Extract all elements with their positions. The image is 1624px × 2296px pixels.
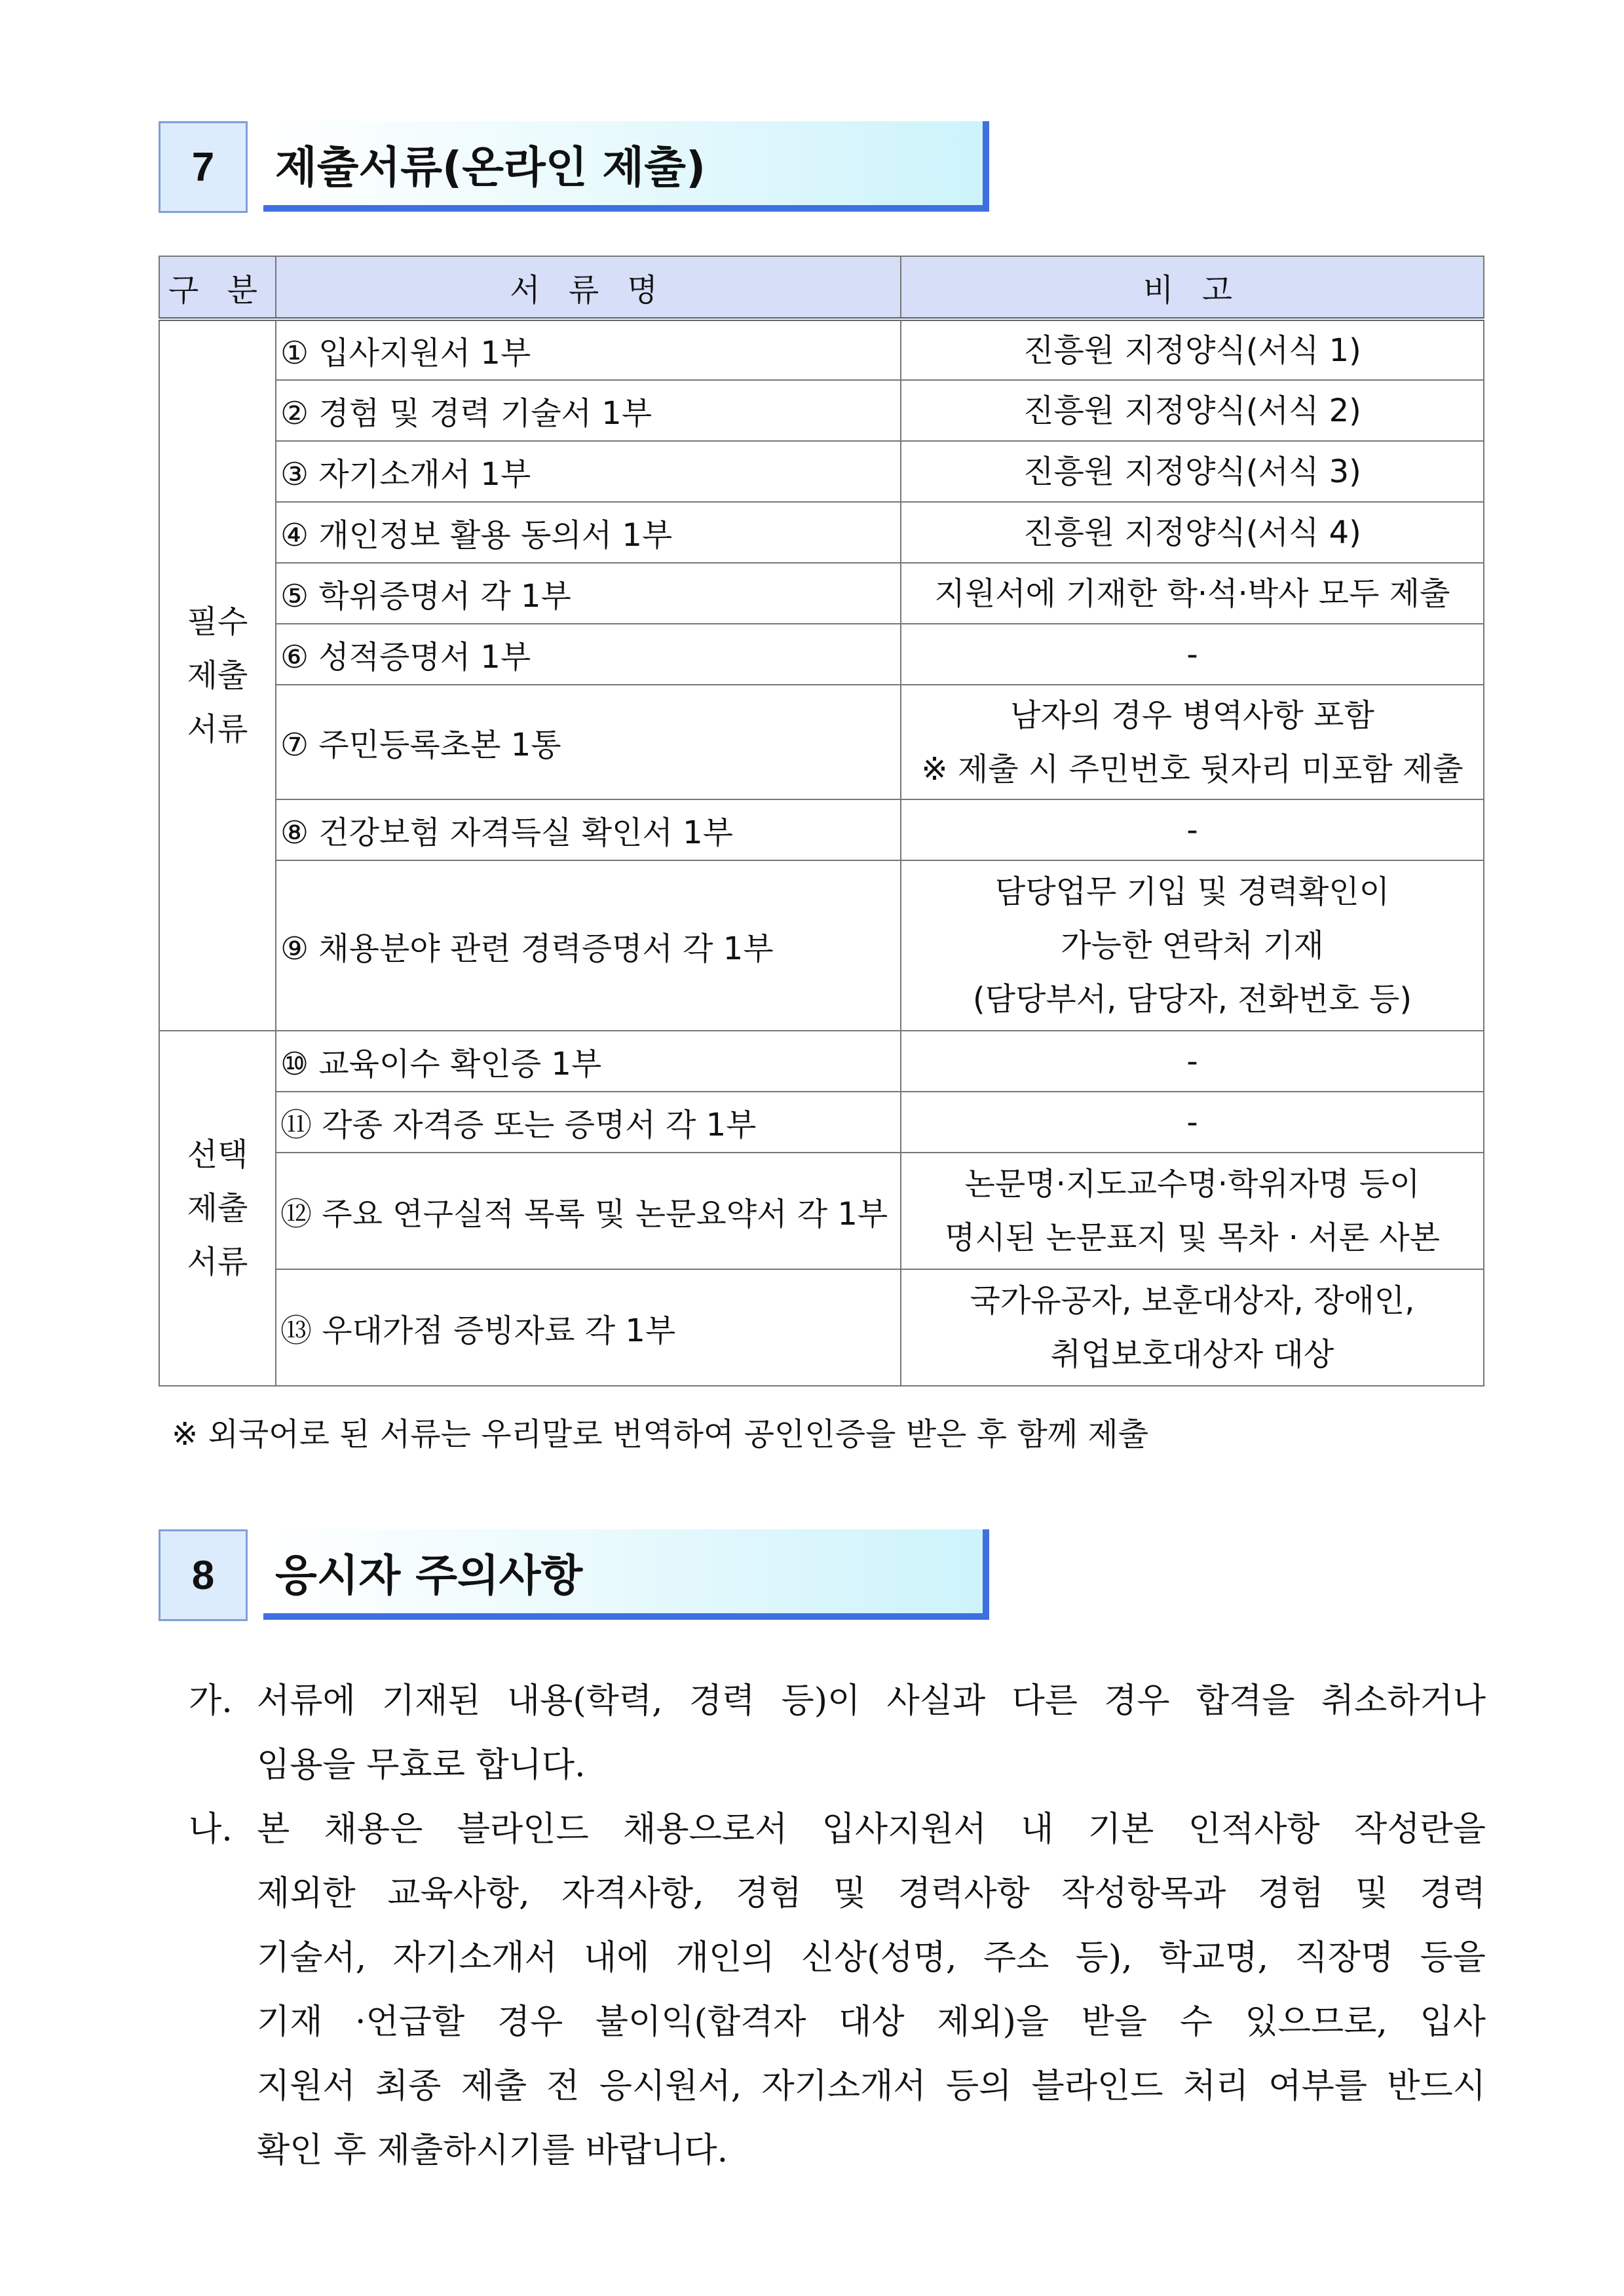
header-document-name: 서 류 명 <box>276 256 901 319</box>
document-name: ⑬ 우대가점 증빙자료 각 1부 <box>276 1269 901 1386</box>
document-name: ① 입사지원서 1부 <box>276 319 901 380</box>
table-row <box>159 1092 1484 1153</box>
document-note: - <box>901 799 1484 860</box>
notice-line: 기재 ·언급할 경우 불이익(합격자 대상 제외)을 받을 수 있으므로, 입사 <box>257 2002 1486 2042</box>
note-line: ※ 제출 시 주민번호 뒷자리 미포함 제출 <box>921 750 1463 788</box>
document-name: ⑥ 성적증명서 1부 <box>276 624 901 685</box>
document-note: 진흥원 지정양식(서식 4) <box>901 502 1484 563</box>
category-required <box>159 319 276 1031</box>
category-label-line: 필수 <box>187 603 248 640</box>
section-title: 제출서류(온라인 제출) <box>263 121 989 212</box>
table-row <box>159 563 1484 624</box>
document-name: ⑫ 주요 연구실적 목록 및 논문요약서 각 1부 <box>276 1153 901 1269</box>
document-note <box>901 685 1484 799</box>
notice-na <box>189 1797 1486 2183</box>
section-title: 응시자 주의사항 <box>263 1529 989 1620</box>
note-line: 취업보호대상자 대상 <box>1050 1336 1334 1373</box>
category-label-line: 제출 <box>187 1190 248 1227</box>
section-number: 8 <box>159 1529 248 1621</box>
notice-line: 임용을 무효로 합니다. <box>257 1746 586 1785</box>
table-row <box>159 685 1484 799</box>
document-name: ⑩ 교육이수 확인증 1부 <box>276 1031 901 1092</box>
table-row <box>159 380 1484 441</box>
notice-marker: 가. <box>189 1681 233 1721</box>
note-line: 가능한 연락처 기재 <box>1061 927 1324 964</box>
document-note: 진흥원 지정양식(서식 2) <box>901 380 1484 441</box>
document-note: - <box>901 1092 1484 1153</box>
table-header-row <box>159 256 1484 319</box>
document-name: ⑪ 각종 자격증 또는 증명서 각 1부 <box>276 1092 901 1153</box>
note-line: 담당업무 기입 및 경력확인이 <box>994 873 1390 910</box>
documents-table <box>159 256 1484 1387</box>
table-row <box>159 319 1484 380</box>
category-label-line: 제출 <box>187 657 248 694</box>
note-line: 논문명·지도교수명·학위자명 등이 <box>964 1166 1420 1202</box>
document-name: ⑧ 건강보험 자격득실 확인서 1부 <box>276 799 901 860</box>
document-note <box>901 1269 1484 1386</box>
notice-line: 서류에 기재된 내용(학력, 경력 등)이 사실과 다른 경우 합격을 취소하거나 <box>257 1681 1486 1721</box>
document-name: ② 경험 및 경력 기술서 1부 <box>276 380 901 441</box>
category-optional <box>159 1031 276 1386</box>
table-row <box>159 1153 1484 1269</box>
document-note: 진흥원 지정양식(서식 3) <box>901 441 1484 502</box>
notice-line: 지원서 최종 제출 전 응시원서, 자기소개서 등의 블라인드 처리 여부를 반드시 <box>257 2067 1486 2106</box>
section-8-header <box>159 1529 992 1625</box>
notice-body <box>257 1797 1486 2183</box>
header-remarks: 비 고 <box>901 256 1484 319</box>
table-row <box>159 441 1484 502</box>
note-line: 남자의 경우 병역사항 포함 <box>1010 697 1374 734</box>
note-line: 명시된 논문표지 및 목차 · 서론 사본 <box>945 1219 1440 1256</box>
notice-body <box>257 1669 1486 1797</box>
note-line: 국가유공자, 보훈대상자, 장애인, <box>970 1282 1415 1319</box>
table-row <box>159 624 1484 685</box>
category-label-line: 선택 <box>187 1136 248 1173</box>
section-7-header <box>159 121 992 217</box>
document-name: ⑨ 채용분야 관련 경력증명서 각 1부 <box>276 860 901 1031</box>
notice-line: 본 채용은 블라인드 채용으로서 입사지원서 내 기본 인적사항 작성란을 <box>257 1810 1486 1849</box>
section-number: 7 <box>159 121 248 213</box>
document-name: ④ 개인정보 활용 동의서 1부 <box>276 502 901 563</box>
table-row <box>159 1269 1484 1386</box>
table-row <box>159 860 1484 1031</box>
document-note <box>901 860 1484 1031</box>
table-row <box>159 502 1484 563</box>
document-note: - <box>901 1031 1484 1092</box>
document-name: ⑦ 주민등록초본 1통 <box>276 685 901 799</box>
notice-line: 기술서, 자기소개서 내에 개인의 신상(성명, 주소 등), 학교명, 직장명 등을 <box>257 1938 1486 1978</box>
table-row <box>159 799 1484 860</box>
category-label-line: 서류 <box>187 711 248 748</box>
category-label-line: 서류 <box>187 1244 248 1280</box>
notice-line: 제외한 교육사항, 자격사항, 경험 및 경력사항 작성항목과 경험 및 경력 <box>257 1874 1486 1913</box>
document-name: ⑤ 학위증명서 각 1부 <box>276 563 901 624</box>
notice-line: 확인 후 제출하시기를 바랍니다. <box>257 2131 728 2170</box>
document-note: 지원서에 기재한 학·석·박사 모두 제출 <box>901 563 1484 624</box>
table-row <box>159 1031 1484 1092</box>
document-note: 진흥원 지정양식(서식 1) <box>901 319 1484 380</box>
table-footnote: ※ 외국어로 된 서류는 우리말로 번역하여 공인인증을 받은 후 함께 제출 <box>172 1416 1149 1453</box>
notice-ga <box>189 1669 1486 1797</box>
header-category: 구 분 <box>159 256 276 319</box>
document-name: ③ 자기소개서 1부 <box>276 441 901 502</box>
note-line: (담당부서, 담당자, 전화번호 등) <box>972 981 1412 1018</box>
notice-marker: 나. <box>189 1810 233 1849</box>
document-note <box>901 1153 1484 1269</box>
document-note: - <box>901 624 1484 685</box>
